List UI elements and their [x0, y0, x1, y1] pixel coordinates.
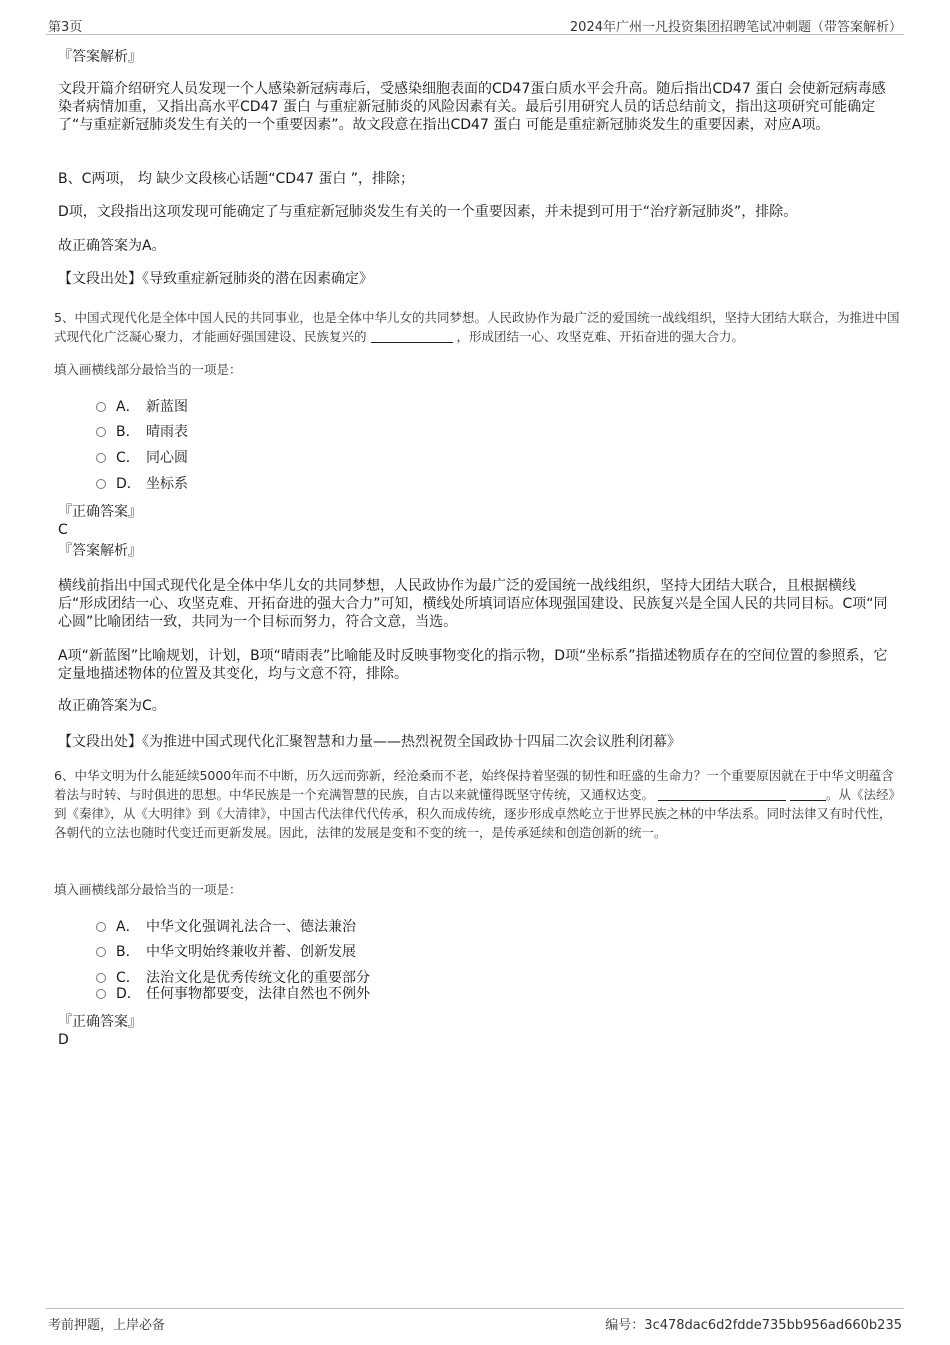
footer-slogan: 考前押题，上岸必备 — [48, 1318, 166, 1333]
option-text: 任何事物都要变，法律自然也不例外 — [146, 986, 370, 1002]
document-title: 2024年广州一凡投资集团招聘笔试冲刺题（带答案解析） — [569, 20, 902, 35]
q6-stem — [54, 766, 900, 842]
option-letter: D． — [116, 986, 141, 1002]
q6-blank-cont — [790, 788, 826, 801]
option-text: 同心圆 — [146, 450, 188, 466]
q5-source: 【文段出处】《为推进中国式现代化汇聚智慧和力量——热烈祝贺全国政协十四届二次会议胜利闭幕》 — [58, 734, 681, 750]
radio-icon[interactable] — [96, 402, 106, 412]
option-letter: C． — [116, 450, 140, 466]
radio-icon[interactable] — [96, 922, 106, 932]
q4-analysis-label: 『答案解析』 — [58, 49, 142, 65]
q5-analysis-p3: 故正确答案为C。 — [58, 698, 166, 714]
q5-analysis-p1: 横线前指出中国式现代化是全体中华儿女的共同梦想，人民政协作为最广泛的爱国统一战线组织，坚持大团结大联合，且根据横线后“形成团结一心、攻坚克难、开拓奋进的强大合力”可知，横线处所填词语应体现强国建设、民族复兴是全国人民的共同目标。C项“同心圆”比喻团结一致，共同为一个目标而努力，符合文意，当选。 — [58, 578, 888, 630]
q6-blank — [658, 788, 786, 801]
q6-option-b[interactable] — [96, 943, 356, 961]
q6-stem-part2: 。从《法经》到《秦律》，从《大明律》到《大清律》，中国古代法律代代传承，积久而成传统，逐步形成卓然屹立于世界民族之林的中华法系。同时法律又有时代性，各朝代的立法也随时代变迁而更新发展。因此，法律的发展是变和不变的统一，是传承延续和创造创新的统一。 — [54, 787, 895, 840]
q5-analysis-p2: A项“新蓝图”比喻规划，计划，B项“晴雨表”比喻能及时反映事物变化的指示物，D项“坐标系”指描述物质存在的空间位置的参照系，它定量地描述物体的位置及其变化，均与文意不符，排除。 — [58, 648, 888, 682]
radio-icon[interactable] — [96, 973, 106, 983]
q5-answer: C — [58, 522, 68, 538]
q6-option-a[interactable] — [96, 918, 356, 936]
q5-analysis-label: 『答案解析』 — [58, 543, 142, 559]
option-letter: C． — [116, 970, 140, 986]
q6-answer-label: 『正确答案』 — [58, 1014, 142, 1030]
q5-stem-part1: 5、中国式现代化是全体中国人民的共同事业，也是全体中华儿女的共同梦想。人民政协作为最广泛的爱国统一战线组织，坚持大团结大联合，为推进中国式现代化广泛凝心聚力，才能画好强国建设、民族复兴的 — [54, 310, 900, 344]
q5-stem — [54, 308, 900, 346]
q5-option-b[interactable] — [96, 423, 188, 441]
radio-icon[interactable] — [96, 989, 106, 999]
q4-analysis-p4: 故正确答案为A。 — [58, 238, 166, 254]
page-header — [46, 14, 904, 35]
radio-icon[interactable] — [96, 453, 106, 463]
option-letter: B． — [116, 944, 140, 960]
option-text: 法治文化是优秀传统文化的重要部分 — [146, 970, 370, 986]
q4-source: 【文段出处】《导致重症新冠肺炎的潜在因素确定》 — [58, 271, 373, 287]
q5-stem-part2: ，形成团结一心、攻坚克难、开拓奋进的强大合力。 — [456, 329, 744, 344]
q5-answer-label: 『正确答案』 — [58, 504, 142, 520]
q4-analysis-p1: 文段开篇介绍研究人员发现一个人感染新冠病毒后，受感染细胞表面的CD47蛋白质水平会升高。随后指出CD47 蛋白 会使新冠病毒感染者病情加重，又指出高水平CD47 蛋白 与重症新冠肺炎的风险因素有关。最后引用研究人员的话总结前文，指出这项研究可能确定了“与重症新冠肺炎发生有关的一个重要因素”。故文段意在指出CD47 蛋白 可能是重症新冠肺炎发生的重要因素，对应A项。 — [58, 81, 886, 133]
option-text: 中华文化强调礼法合一、德法兼治 — [146, 919, 356, 935]
q5-option-d[interactable] — [96, 475, 188, 493]
radio-icon[interactable] — [96, 427, 106, 437]
q5-prompt: 填入画横线部分最恰当的一项是： — [54, 362, 242, 377]
option-text: 坐标系 — [146, 476, 188, 492]
option-text: 中华文明始终兼收并蓄、创新发展 — [146, 944, 356, 960]
q6-prompt: 填入画横线部分最恰当的一项是： — [54, 882, 242, 897]
radio-icon[interactable] — [96, 479, 106, 489]
q4-analysis-p3: D项，文段指出这项发现可能确定了与重症新冠肺炎发生有关的一个重要因素，并未提到可用于“治疗新冠肺炎”，排除。 — [58, 204, 798, 220]
q6-option-d[interactable] — [96, 985, 370, 1003]
q5-option-a[interactable] — [96, 398, 188, 416]
option-letter: A． — [116, 399, 140, 415]
option-text: 新蓝图 — [146, 399, 188, 415]
document-id: 编号：3c478dac6d2fdde735bb956ad660b235 — [605, 1318, 902, 1333]
option-letter: B． — [116, 424, 140, 440]
q5-option-c[interactable] — [96, 449, 188, 467]
page-number: 第3页 — [48, 20, 83, 35]
option-letter: D． — [116, 476, 141, 492]
page-footer — [46, 1308, 904, 1333]
option-text: 晴雨表 — [146, 424, 188, 440]
q6-answer: D — [58, 1032, 69, 1048]
q6-stem-part1: 6、中华文明为什么能延续5000年而不中断，历久远而弥新，经沧桑而不老，始终保持着坚强的韧性和旺盛的生命力？一个重要原因就在于中华文明蕴含着法与时转、与时俱进的思想。中华民族是一个充满智慧的民族，自古以来就懂得既坚守传统，又通权达变。 — [54, 768, 894, 802]
q4-analysis-p2: B、C两项， 均 缺少文段核心话题“CD47 蛋白 ”，排除； — [58, 171, 415, 187]
q5-blank — [371, 330, 453, 343]
radio-icon[interactable] — [96, 947, 106, 957]
option-letter: A． — [116, 919, 140, 935]
